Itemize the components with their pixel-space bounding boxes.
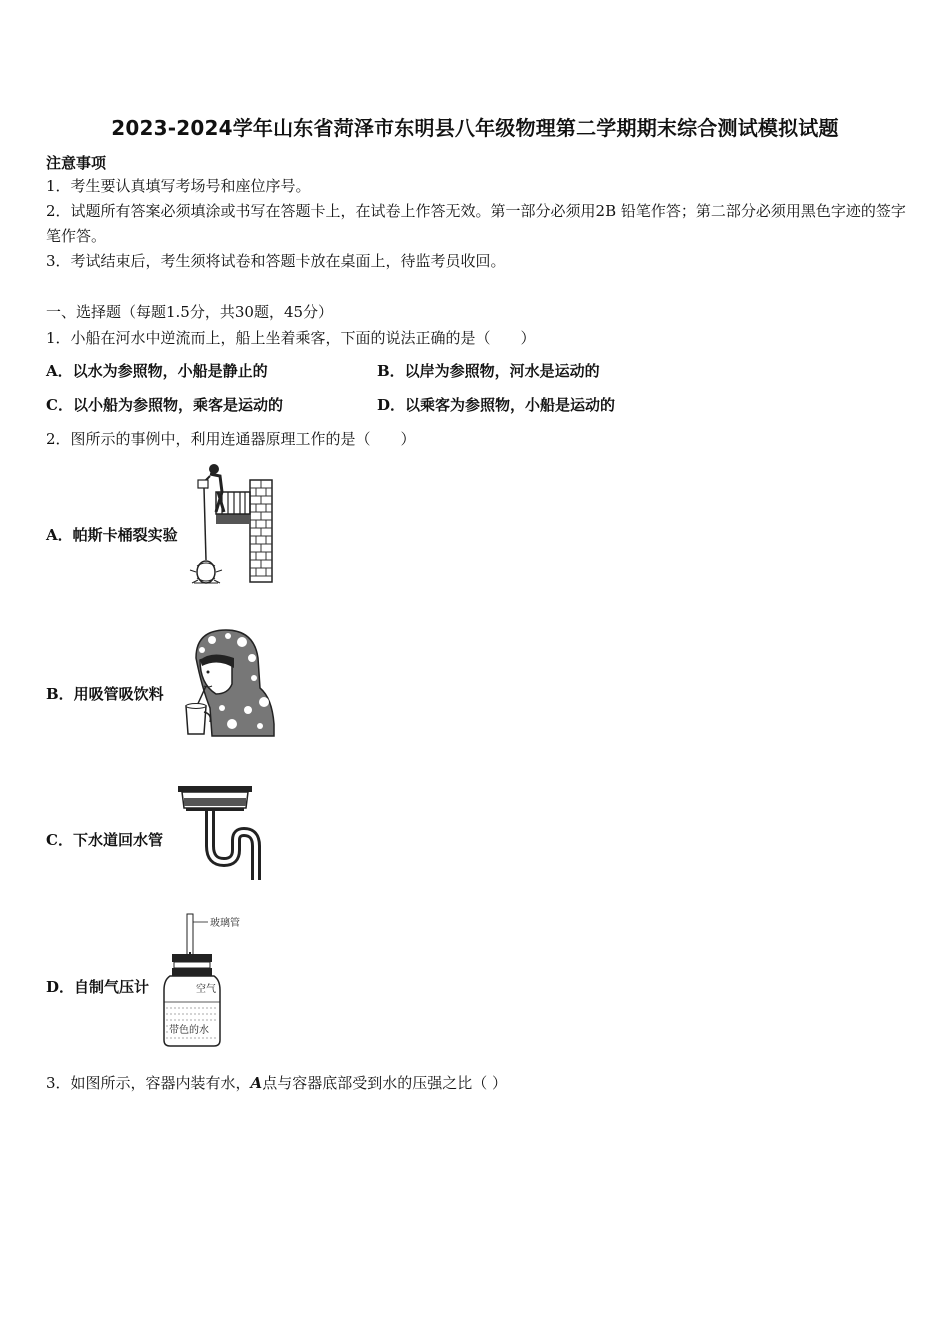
drinking-straw-figure (182, 628, 278, 738)
barometer-figure (160, 912, 250, 1052)
notice-heading: 注意事项 (46, 154, 107, 172)
air-label: 空气 (196, 984, 216, 995)
q1-option-c: C．以小船为参照物，乘客是运动的 (46, 396, 283, 414)
question-3-stem (46, 1072, 507, 1093)
q2-option-b-label: B．用吸管吸饮料 (46, 685, 164, 703)
q3-stem-prefix: 3．如图所示，容器内装有水， (46, 1074, 251, 1092)
section-heading: 一、选择题（每题1.5分，共30题，45分） (46, 303, 334, 321)
question-2-stem: 2．图所示的事例中，利用连通器原理工作的是（ ） (46, 430, 416, 448)
question-1-stem: 1．小船在河水中逆流而上，船上坐着乘客，下面的说法正确的是（ ） (46, 329, 536, 347)
page-title: 2023-2024学年山东省菏泽市东明县八年级物理第二学期期末综合测试模拟试题 (111, 116, 839, 140)
q3-stem-suffix: 点与容器底部受到水的压强之比（ ） (262, 1074, 507, 1092)
notice-item: 2．试题所有答案必须填涂或书写在答题卡上，在试卷上作答无效。第一部分必须用2B 铅笔作答；第二部分必须用黑色字迹的签字笔作答。 (46, 202, 906, 245)
q3-point-label: A (250, 1074, 263, 1092)
tube-label: 玻璃管 (210, 918, 240, 929)
q2-option-a-label: A．帕斯卡桶裂实验 (46, 526, 178, 544)
q1-option-a: A．以水为参照物，小船是静止的 (46, 362, 268, 380)
drain-trap-figure (176, 784, 270, 884)
q1-option-b: B．以岸为参照物，河水是运动的 (377, 362, 600, 380)
notice-list (46, 174, 908, 274)
pascal-barrel-figure (186, 462, 278, 584)
q2-option-c-label: C．下水道回水管 (46, 831, 163, 849)
notice-item: 1．考生要认真填写考场号和座位序号。 (46, 177, 311, 195)
q1-option-d: D．以乘客为参照物，小船是运动的 (377, 396, 616, 414)
q2-option-d-label: D．自制气压计 (46, 978, 150, 996)
water-label: 带色的水 (169, 1025, 209, 1036)
notice-item: 3．考试结束后，考生须将试卷和答题卡放在桌面上，待监考员收回。 (46, 252, 506, 270)
